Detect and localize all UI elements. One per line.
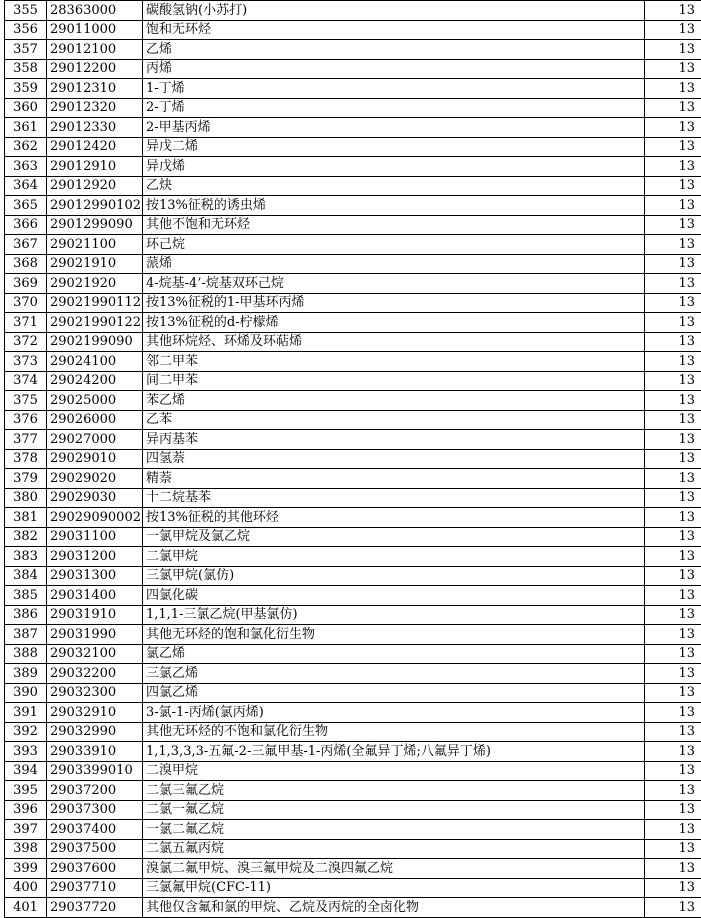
table-row (5, 274, 701, 294)
tax-rate: 13 (645, 898, 701, 918)
table-row (5, 820, 701, 840)
tax-rate: 13 (645, 742, 701, 762)
commodity-code: 29012990102 (47, 196, 143, 216)
row-number: 364 (5, 176, 47, 196)
table-row (5, 215, 701, 235)
table-row (5, 488, 701, 508)
tax-rate: 13 (645, 839, 701, 859)
commodity-code: 29031100 (47, 527, 143, 547)
row-number: 379 (5, 469, 47, 489)
commodity-name: 按13%征税的d-柠檬烯 (143, 313, 645, 333)
tax-rate: 13 (645, 527, 701, 547)
tax-rate: 13 (645, 98, 701, 118)
tax-rate: 13 (645, 1, 701, 21)
tax-rate: 13 (645, 878, 701, 898)
table-row (5, 391, 701, 411)
row-number: 397 (5, 820, 47, 840)
row-number: 393 (5, 742, 47, 762)
commodity-code: 29031300 (47, 566, 143, 586)
row-number: 383 (5, 547, 47, 567)
tax-rate: 13 (645, 566, 701, 586)
row-number: 395 (5, 781, 47, 801)
row-number: 358 (5, 59, 47, 79)
table-row (5, 566, 701, 586)
commodity-code: 29027000 (47, 430, 143, 450)
commodity-code: 29021920 (47, 274, 143, 294)
commodity-code: 29032100 (47, 644, 143, 664)
table-row (5, 20, 701, 40)
row-number: 377 (5, 430, 47, 450)
tax-rate: 13 (645, 625, 701, 645)
row-number: 366 (5, 215, 47, 235)
commodity-name: 三氯氟甲烷(CFC-11) (143, 878, 645, 898)
table-row (5, 898, 701, 918)
commodity-name: 一氯二氟乙烷 (143, 820, 645, 840)
row-number: 373 (5, 352, 47, 372)
commodity-code: 29026000 (47, 410, 143, 430)
commodity-code: 29029030 (47, 488, 143, 508)
table-row (5, 605, 701, 625)
tax-rate: 13 (645, 430, 701, 450)
commodity-code: 29012200 (47, 59, 143, 79)
table-row (5, 332, 701, 352)
commodity-name: 环己烷 (143, 235, 645, 255)
table-row (5, 40, 701, 60)
tax-rate: 13 (645, 859, 701, 879)
row-number: 399 (5, 859, 47, 879)
row-number: 385 (5, 586, 47, 606)
commodity-code: 29037400 (47, 820, 143, 840)
commodity-name: 碳酸氢钠(小苏打) (143, 1, 645, 21)
table-row (5, 683, 701, 703)
tax-rate: 13 (645, 215, 701, 235)
commodity-code: 29031200 (47, 547, 143, 567)
row-number: 400 (5, 878, 47, 898)
row-number: 388 (5, 644, 47, 664)
table-row (5, 800, 701, 820)
table-row (5, 371, 701, 391)
row-number: 394 (5, 761, 47, 781)
table-row (5, 59, 701, 79)
commodity-name: 饱和无环烃 (143, 20, 645, 40)
tax-rate: 13 (645, 820, 701, 840)
table-row (5, 1, 701, 21)
commodity-code: 29029090002 (47, 508, 143, 528)
tax-rate: 13 (645, 449, 701, 469)
row-number: 370 (5, 293, 47, 313)
table-row (5, 722, 701, 742)
commodity-name: 溴氯二氟甲烷、溴三氟甲烷及二溴四氟乙烷 (143, 859, 645, 879)
tax-rate: 13 (645, 605, 701, 625)
commodity-name: 3-氯-1-丙烯(氯丙烯) (143, 703, 645, 723)
row-number: 389 (5, 664, 47, 684)
commodity-name: 氯乙烯 (143, 644, 645, 664)
table-row (5, 508, 701, 528)
table-row (5, 761, 701, 781)
tax-rate: 13 (645, 664, 701, 684)
commodity-name: 丙烯 (143, 59, 645, 79)
commodity-code: 29021990112 (47, 293, 143, 313)
tax-rate-table (4, 0, 701, 918)
commodity-code: 29037710 (47, 878, 143, 898)
table-row (5, 254, 701, 274)
row-number: 356 (5, 20, 47, 40)
commodity-code: 29029020 (47, 469, 143, 489)
commodity-code: 29012420 (47, 137, 143, 157)
commodity-name: 间二甲苯 (143, 371, 645, 391)
tax-rate: 13 (645, 118, 701, 138)
tax-rate: 13 (645, 683, 701, 703)
tax-rate: 13 (645, 469, 701, 489)
tax-rate: 13 (645, 157, 701, 177)
tax-rate: 13 (645, 235, 701, 255)
tax-rate: 13 (645, 800, 701, 820)
commodity-name: 其他环烷烃、环烯及环萜烯 (143, 332, 645, 352)
commodity-name: 其他仅含氟和氯的甲烷、乙烷及丙烷的全卤化物 (143, 898, 645, 918)
table-row (5, 586, 701, 606)
table-row (5, 196, 701, 216)
row-number: 401 (5, 898, 47, 918)
tax-rate: 13 (645, 196, 701, 216)
table-row (5, 527, 701, 547)
commodity-name: 异丙基苯 (143, 430, 645, 450)
row-number: 371 (5, 313, 47, 333)
row-number: 362 (5, 137, 47, 157)
commodity-code: 29012920 (47, 176, 143, 196)
commodity-name: 1,1,3,3,3-五氟-2-三氟甲基-1-丙烯(全氟异丁烯;八氟异丁烯) (143, 742, 645, 762)
row-number: 378 (5, 449, 47, 469)
row-number: 359 (5, 79, 47, 99)
commodity-code: 29032990 (47, 722, 143, 742)
commodity-name: 二氯五氟丙烷 (143, 839, 645, 859)
table-row (5, 98, 701, 118)
tax-rate: 13 (645, 20, 701, 40)
tax-rate: 13 (645, 352, 701, 372)
tax-rate: 13 (645, 722, 701, 742)
row-number: 390 (5, 683, 47, 703)
table-row (5, 469, 701, 489)
tax-rate: 13 (645, 313, 701, 333)
row-number: 384 (5, 566, 47, 586)
tax-rate: 13 (645, 703, 701, 723)
commodity-name: 四氯化碳 (143, 586, 645, 606)
tax-rate: 13 (645, 274, 701, 294)
commodity-code: 29029010 (47, 449, 143, 469)
tax-rate: 13 (645, 391, 701, 411)
table-row (5, 410, 701, 430)
table-row (5, 664, 701, 684)
table-row (5, 118, 701, 138)
commodity-name: 四氢萘 (143, 449, 645, 469)
tax-rate: 13 (645, 488, 701, 508)
tax-rate: 13 (645, 508, 701, 528)
commodity-code: 29037600 (47, 859, 143, 879)
commodity-name: 乙烯 (143, 40, 645, 60)
row-number: 360 (5, 98, 47, 118)
commodity-name: 蒎烯 (143, 254, 645, 274)
tax-rate: 13 (645, 137, 701, 157)
tax-rate: 13 (645, 547, 701, 567)
row-number: 369 (5, 274, 47, 294)
row-number: 386 (5, 605, 47, 625)
commodity-name: 二氯甲烷 (143, 547, 645, 567)
commodity-code: 2901299090 (47, 215, 143, 235)
commodity-name: 精萘 (143, 469, 645, 489)
commodity-name: 二溴甲烷 (143, 761, 645, 781)
commodity-code: 29024200 (47, 371, 143, 391)
commodity-name: 2-丁烯 (143, 98, 645, 118)
commodity-code: 29021100 (47, 235, 143, 255)
commodity-name: 一氯甲烷及氯乙烷 (143, 527, 645, 547)
commodity-name: 4-烷基-4’-烷基双环己烷 (143, 274, 645, 294)
commodity-name: 按13%征税的诱虫烯 (143, 196, 645, 216)
table-row (5, 313, 701, 333)
tax-rate: 13 (645, 59, 701, 79)
commodity-code: 29037720 (47, 898, 143, 918)
table-row (5, 742, 701, 762)
table-row (5, 878, 701, 898)
commodity-name: 三氯甲烷(氯仿) (143, 566, 645, 586)
commodity-code: 29012100 (47, 40, 143, 60)
table-row (5, 781, 701, 801)
row-number: 372 (5, 332, 47, 352)
commodity-code: 29011000 (47, 20, 143, 40)
commodity-code: 29032300 (47, 683, 143, 703)
row-number: 355 (5, 1, 47, 21)
commodity-name: 三氯乙烯 (143, 664, 645, 684)
commodity-code: 29037300 (47, 800, 143, 820)
commodity-code: 29012910 (47, 157, 143, 177)
commodity-name: 1,1,1-三氯乙烷(甲基氯仿) (143, 605, 645, 625)
row-number: 365 (5, 196, 47, 216)
row-number: 391 (5, 703, 47, 723)
row-number: 382 (5, 527, 47, 547)
table-row (5, 625, 701, 645)
commodity-code: 2902199090 (47, 332, 143, 352)
commodity-name: 其他不饱和无环烃 (143, 215, 645, 235)
row-number: 374 (5, 371, 47, 391)
table-row (5, 235, 701, 255)
commodity-code: 29012330 (47, 118, 143, 138)
table-body (5, 1, 701, 918)
table-row (5, 293, 701, 313)
row-number: 376 (5, 410, 47, 430)
commodity-code: 29021990122 (47, 313, 143, 333)
tax-rate: 13 (645, 410, 701, 430)
commodity-name: 乙炔 (143, 176, 645, 196)
table-row (5, 644, 701, 664)
commodity-code: 29012320 (47, 98, 143, 118)
commodity-name: 邻二甲苯 (143, 352, 645, 372)
row-number: 375 (5, 391, 47, 411)
commodity-code: 29012310 (47, 79, 143, 99)
commodity-name: 二氯一氟乙烷 (143, 800, 645, 820)
tax-rate: 13 (645, 176, 701, 196)
commodity-name: 四氯乙烯 (143, 683, 645, 703)
tax-rate: 13 (645, 254, 701, 274)
tax-rate: 13 (645, 761, 701, 781)
commodity-code: 29037500 (47, 839, 143, 859)
table-row (5, 79, 701, 99)
tax-rate: 13 (645, 40, 701, 60)
commodity-name: 2-甲基丙烯 (143, 118, 645, 138)
commodity-name: 按13%征税的1-甲基环丙烯 (143, 293, 645, 313)
tax-rate: 13 (645, 293, 701, 313)
tax-rate: 13 (645, 332, 701, 352)
tax-rate: 13 (645, 781, 701, 801)
row-number: 398 (5, 839, 47, 859)
table-row (5, 430, 701, 450)
commodity-name: 十二烷基苯 (143, 488, 645, 508)
commodity-name: 其他无环烃的不饱和氯化衍生物 (143, 722, 645, 742)
commodity-code: 29031910 (47, 605, 143, 625)
commodity-name: 按13%征税的其他环烃 (143, 508, 645, 528)
commodity-name: 二氯三氟乙烷 (143, 781, 645, 801)
table-row (5, 352, 701, 372)
row-number: 380 (5, 488, 47, 508)
commodity-name: 1-丁烯 (143, 79, 645, 99)
row-number: 367 (5, 235, 47, 255)
tax-rate: 13 (645, 644, 701, 664)
tax-rate: 13 (645, 586, 701, 606)
commodity-code: 29037200 (47, 781, 143, 801)
tax-rate: 13 (645, 371, 701, 391)
commodity-code: 29031990 (47, 625, 143, 645)
tax-rate: 13 (645, 79, 701, 99)
table-row (5, 839, 701, 859)
row-number: 396 (5, 800, 47, 820)
commodity-code: 29021910 (47, 254, 143, 274)
commodity-name: 异戊二烯 (143, 137, 645, 157)
commodity-code: 28363000 (47, 1, 143, 21)
table-row (5, 176, 701, 196)
commodity-code: 2903399010 (47, 761, 143, 781)
row-number: 381 (5, 508, 47, 528)
commodity-code: 29031400 (47, 586, 143, 606)
row-number: 392 (5, 722, 47, 742)
table-row (5, 703, 701, 723)
commodity-name: 其他无环烃的饱和氯化衍生物 (143, 625, 645, 645)
row-number: 357 (5, 40, 47, 60)
table-row (5, 547, 701, 567)
table-row (5, 859, 701, 879)
commodity-code: 29032910 (47, 703, 143, 723)
commodity-code: 29024100 (47, 352, 143, 372)
commodity-name: 乙苯 (143, 410, 645, 430)
commodity-name: 异戊烯 (143, 157, 645, 177)
row-number: 387 (5, 625, 47, 645)
table-row (5, 137, 701, 157)
commodity-name: 苯乙烯 (143, 391, 645, 411)
table-row (5, 157, 701, 177)
commodity-code: 29025000 (47, 391, 143, 411)
row-number: 363 (5, 157, 47, 177)
row-number: 361 (5, 118, 47, 138)
commodity-code: 29033910 (47, 742, 143, 762)
commodity-code: 29032200 (47, 664, 143, 684)
table-row (5, 449, 701, 469)
row-number: 368 (5, 254, 47, 274)
